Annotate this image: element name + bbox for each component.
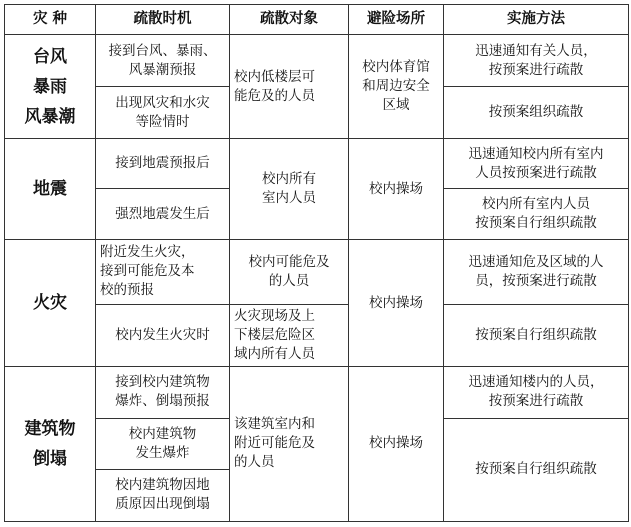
timing-cell: 出现风灾和水灾 等险情时 (96, 87, 230, 139)
timing-cell: 接到地震预报后 (96, 139, 230, 189)
category-building: 建筑物 倒塌 (5, 366, 96, 521)
method-cell: 按预案自行组织疏散 (444, 304, 629, 366)
method-cell: 迅速通知危及区域的人 员，按预案进行疏散 (444, 240, 629, 304)
table-row (5, 304, 629, 366)
table-row (5, 139, 629, 189)
header-row (5, 5, 629, 35)
place-cell: 校内操场 (349, 366, 444, 521)
method-cell: 迅速通知楼内的人员， 按预案进行疏散 (444, 366, 629, 418)
table-row (5, 366, 629, 418)
category-fire: 火灾 (5, 240, 96, 366)
method-cell: 迅速通知有关人员， 按预案进行疏散 (444, 35, 629, 87)
place-cell: 校内操场 (349, 240, 444, 366)
table-row (5, 35, 629, 87)
target-cell: 校内所有 室内人员 (230, 139, 349, 240)
method-cell: 校内所有室内人员 按预案自行组织疏散 (444, 189, 629, 240)
timing-cell: 校内发生火灾时 (96, 304, 230, 366)
header-place: 避险场所 (349, 5, 444, 35)
category-typhoon: 台风 暴雨 风暴潮 (5, 35, 96, 139)
timing-cell: 校内建筑物 发生爆炸 (96, 418, 230, 469)
header-method: 实施方法 (444, 5, 629, 35)
place-cell: 校内体育馆 和周边安全 区域 (349, 35, 444, 139)
category-earthquake: 地震 (5, 139, 96, 240)
place-cell: 校内操场 (349, 139, 444, 240)
timing-cell: 附近发生火灾， 接到可能危及本 校的预报 (96, 240, 230, 304)
header-disaster-type: 灾 种 (5, 5, 96, 35)
method-cell: 按预案组织疏散 (444, 87, 629, 139)
target-cell: 该建筑室内和 附近可能危及 的人员 (230, 366, 349, 521)
evacuation-table (4, 4, 629, 522)
method-cell: 按预案自行组织疏散 (444, 418, 629, 521)
timing-cell: 强烈地震发生后 (96, 189, 230, 240)
timing-cell: 校内建筑物因地 质原因出现倒塌 (96, 469, 230, 521)
table-row (5, 240, 629, 304)
timing-cell: 接到校内建筑物 爆炸、倒塌预报 (96, 366, 230, 418)
target-cell: 校内低楼层可 能危及的人员 (230, 35, 349, 139)
method-cell: 迅速通知校内所有室内 人员按预案进行疏散 (444, 139, 629, 189)
target-cell: 火灾现场及上 下楼层危险区 域内所有人员 (230, 304, 349, 366)
header-target: 疏散对象 (230, 5, 349, 35)
header-timing: 疏散时机 (96, 5, 230, 35)
target-cell: 校内可能危及 的人员 (230, 240, 349, 304)
timing-cell: 接到台风、暴雨、 风暴潮预报 (96, 35, 230, 87)
